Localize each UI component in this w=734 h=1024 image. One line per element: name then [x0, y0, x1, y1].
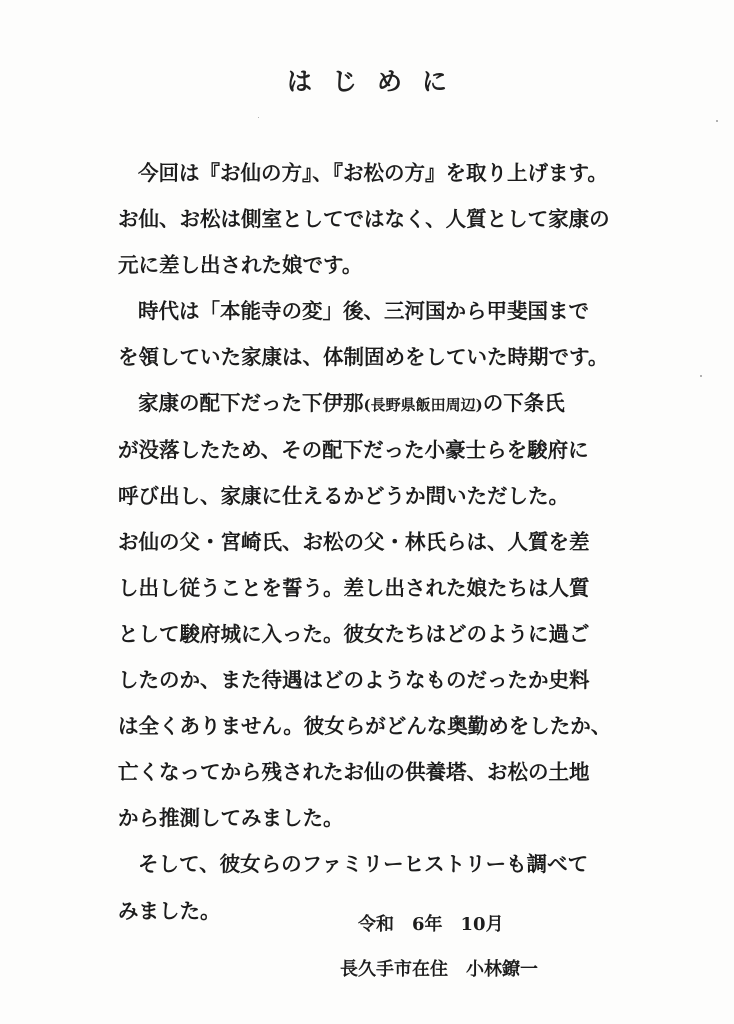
page-title: はじめに: [286, 67, 467, 96]
scan-speck: [716, 120, 718, 122]
text-line: そして、彼女らのファミリーヒストリーも調べて: [138, 852, 589, 877]
text-line: みました。: [118, 898, 221, 923]
text-line: が没落したため、その配下だった小豪士らを駿府に: [118, 437, 589, 462]
body-text: [118, 158, 618, 942]
author-line: 長久手市在住 小林鐐一: [340, 959, 538, 980]
text-line: 亡くなってから残されたお仙の供養塔、お松の土地: [118, 760, 590, 785]
text-line: は全くありません。彼女らがどんな奥勤めをしたか、: [118, 714, 612, 739]
text-line: し出し従うことを誓う。差し出された娘たちは人質: [118, 575, 590, 600]
text-line: から推測してみました。: [118, 806, 344, 831]
text-line: [118, 388, 618, 434]
text-line: お仙、お松は側室としてではなく、人質として家康の: [118, 207, 610, 232]
text-line: 元に差し出された娘です。: [118, 253, 363, 278]
text-line: 今回は『お仙の方』、『お松の方』を取り上げます。: [138, 161, 608, 185]
date-line: 令和 6年 10月: [358, 914, 504, 935]
text-line: 呼び出し、家康に仕えるかどうか問いただした。: [118, 483, 569, 508]
text-line: 時代は「本能寺の変」後、三河国から甲斐国まで: [138, 299, 589, 324]
scan-speck: [258, 117, 259, 118]
text-segment: の下条氏: [482, 391, 565, 416]
text-line: したのか、また待遇はどのようなものだったか史料: [118, 668, 590, 693]
text-segment: 家康の配下だった下伊那: [138, 391, 364, 416]
text-line: お仙の父・宮崎氏、お松の父・林氏らは、人質を差: [118, 529, 590, 554]
text-line: を領していた家康は、体制固めをしていた時期です。: [118, 345, 609, 370]
text-segment-small: (長野県飯田周辺): [363, 396, 483, 415]
scan-speck: [700, 375, 702, 377]
text-line: として駿府城に入った。彼女たちはどのように過ご: [118, 621, 590, 646]
